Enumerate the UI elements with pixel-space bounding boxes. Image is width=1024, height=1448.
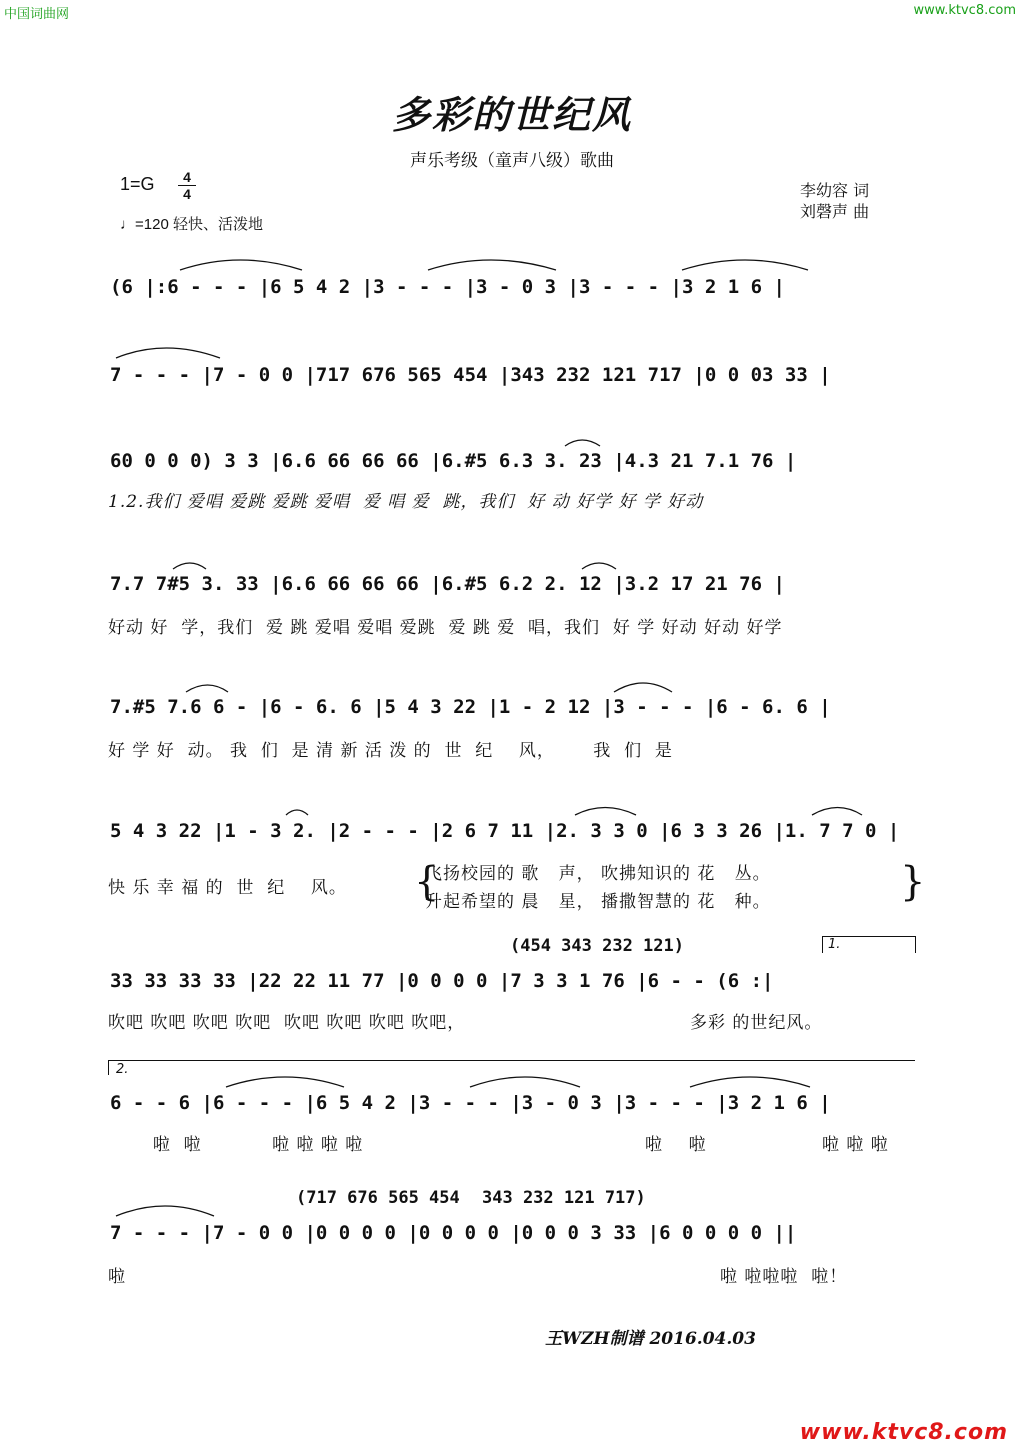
score-line-8-lyrics-right-b: 啦 啦 啦 [822, 1135, 889, 1155]
slur-arc [614, 683, 672, 692]
site-watermark[interactable]: www.ktvc8.com [799, 1420, 1008, 1445]
slur-arc [116, 348, 220, 358]
slur-arc [575, 808, 636, 816]
slur-arc [812, 808, 862, 816]
ending-lyric: 多彩 的世纪风。 [690, 1013, 823, 1033]
slur-arc [565, 440, 600, 446]
score-line-9-lyrics: 啦 [108, 1267, 126, 1287]
site-url-right[interactable]: www.ktvc8.com [913, 3, 1016, 18]
interlude-notes-1: (454 343 232 121) [510, 936, 684, 956]
score-line-7-notes: 33 33 33 33 |22 22 11 77 |0 0 0 0 |7 3 3 1 76 |6 - - (6 :| [110, 970, 774, 992]
tempo-marking: ♩=120 轻快、活泼地 [120, 216, 263, 233]
last-lyrics: 啦 啦啦啦 啦！ [720, 1267, 848, 1287]
interlude-notes-2: (717 676 565 454 [296, 1188, 460, 1208]
score-line-8-lyrics: 啦 啦 啦 啦 啦 啦 [108, 1135, 364, 1155]
score-line-3-lyrics: 1.2.我们 爱唱 爱跳 爱跳 爱唱 爱 唱 爱 跳，我们 好 动 好学 好 学 好动 [108, 492, 704, 512]
score-line-6-notes: 5 4 3 22 |1 - 3 2. |2 - - - |2 6 7 11 |2. 3 3 0 |6 3 3 26 |1. 7 7 0 | [110, 820, 900, 842]
verse-bracket-left: { [414, 859, 440, 905]
volta-1-label: 1. [828, 937, 841, 952]
score-line-7-lyrics: 吹吧 吹吧 吹吧 吹吧 吹吧 吹吧 吹吧 吹吧， [108, 1013, 466, 1033]
interlude-notes-3: 343 232 121 717) [482, 1188, 646, 1208]
score-line-2-notes: 7 - - - |7 - 0 0 |717 676 565 454 |343 232 121 717 |0 0 03 33 | [110, 364, 831, 386]
score-line-4-notes: 7.7 7#5 3. 33 |6.6 66 66 66 |6.#5 6.2 2. 12 |3.2 17 21 76 | [110, 573, 785, 595]
slur-arc [226, 1077, 344, 1087]
slur-arc [690, 1077, 810, 1087]
slur-arc [428, 260, 556, 270]
verse-bracket-right: } [900, 859, 926, 905]
score-line-5-lyrics: 好 学 好 动。 我 们 是 清 新 活 泼 的 世 纪 风， 我 们 是 [108, 741, 673, 761]
key-signature: 1=G [120, 174, 155, 194]
slur-arc [186, 685, 228, 692]
score-line-5-notes: 7.#5 7.6 6 - |6 - 6. 6 |5 4 3 22 |1 - 2 12 |3 - - - |6 - 6. 6 | [110, 696, 831, 718]
score-line-3-notes: 60 0 0 0) 3 3 |6.6 66 66 66 |6.#5 6.3 3. 23 |4.3 21 7.1 76 | [110, 450, 797, 472]
slur-arc [582, 563, 616, 569]
transcriber-credit: 王WZH制谱 2016.04.03 [545, 1329, 756, 1349]
slur-arc [286, 810, 308, 815]
score-line-1-notes: (6 |:6 - - - |6 5 4 2 |3 - - - |3 - 0 3 |3 - - - |3 2 1 6 | [110, 276, 785, 298]
slur-arc [173, 563, 206, 569]
score-line-4-lyrics: 好动 好 学，我们 爱 跳 爱唱 爱唱 爱跳 爱 跳 爱 唱，我们 好 学 好动 好动 好学 [108, 618, 783, 638]
score-line-8-lyrics-right-a: 啦 啦 [645, 1135, 707, 1155]
slur-arc [180, 260, 302, 270]
composer-credit: 刘磬声 曲 [800, 202, 870, 221]
volta-2-label: 2. [116, 1062, 129, 1077]
score-line-9-notes: 7 - - - |7 - 0 0 |0 0 0 0 |0 0 0 0 |0 0 0 3 33 |6 0 0 0 0 || [110, 1222, 797, 1244]
slur-arc [682, 260, 808, 270]
score-line-6-lyrics: 快 乐 幸 福 的 世 纪 风。 [108, 878, 347, 898]
verse-lyric-b: 升起希望的 晨 星， 播撒智慧的 花 种。 [425, 892, 771, 912]
lyricist-credit: 李幼容 词 [800, 181, 870, 200]
time-signature-top: 4 [183, 169, 191, 185]
verse-lyric-a: 飞扬校园的 歌 声， 吹拂知识的 花 丛。 [425, 864, 771, 884]
song-title: 多彩的世纪风 [391, 92, 632, 137]
slur-arc [470, 1077, 580, 1087]
site-name-left[interactable]: 中国词曲网 [4, 7, 70, 22]
time-signature-bottom: 4 [183, 186, 191, 202]
song-subtitle: 声乐考级（童声八级）歌曲 [410, 151, 614, 171]
slur-arc [116, 1206, 214, 1216]
score-line-8-notes: 6 - - 6 |6 - - - |6 5 4 2 |3 - - - |3 - 0 3 |3 - - - |3 2 1 6 | [110, 1092, 831, 1114]
